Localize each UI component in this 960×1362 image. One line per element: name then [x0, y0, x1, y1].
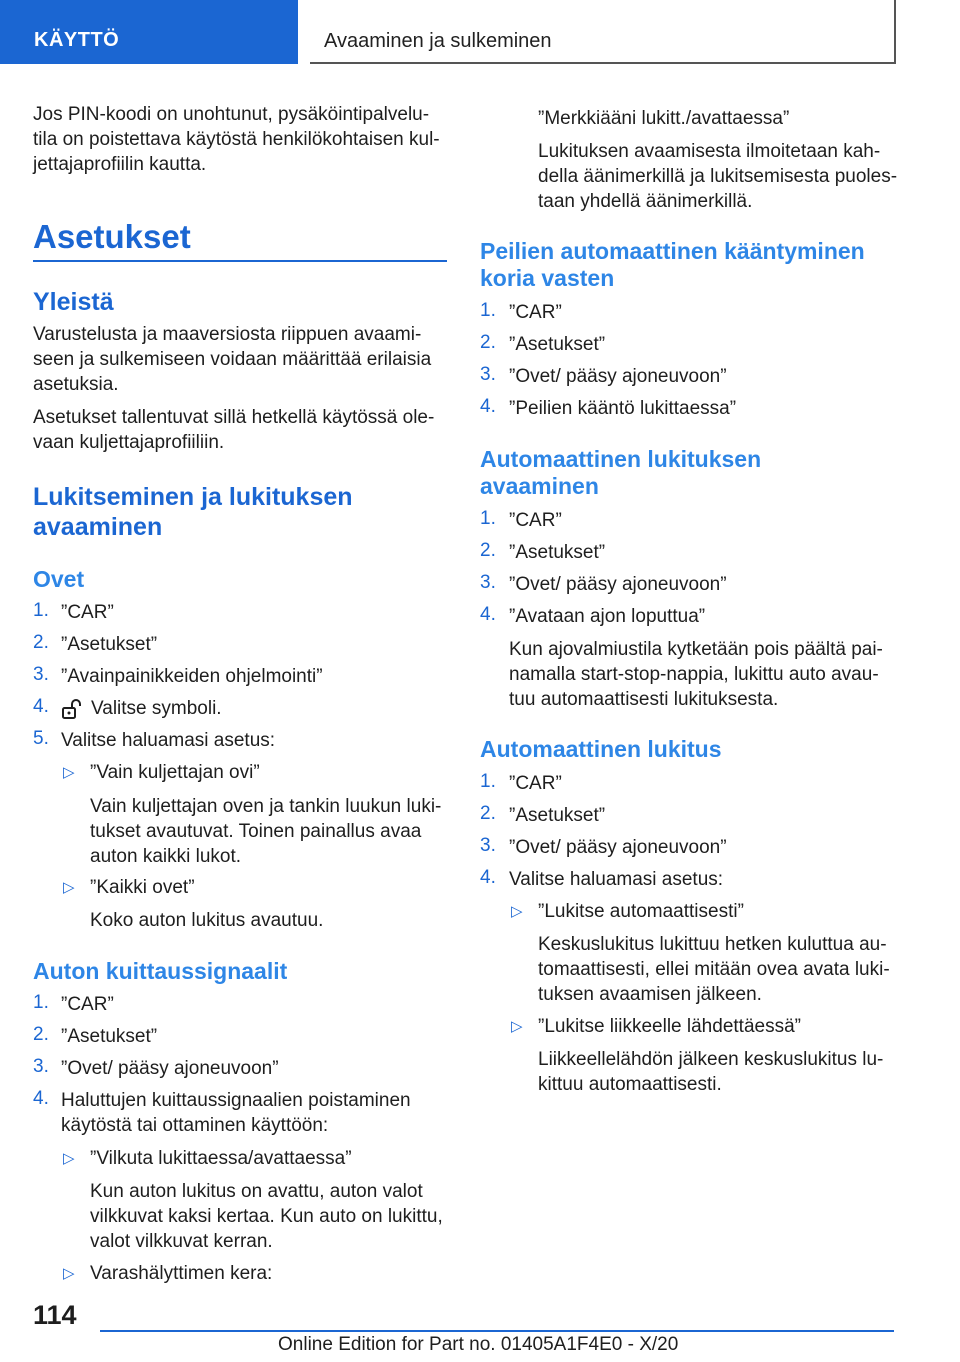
heading-ovet: Ovet: [33, 566, 85, 592]
list-number: 4.: [480, 867, 496, 888]
list-item: ”Asetukset”: [509, 542, 606, 563]
list-number: 1.: [33, 600, 49, 621]
list-item: ”Asetukset”: [509, 334, 606, 355]
list-item: ”CAR”: [509, 773, 562, 794]
sub-item-text: Vain kuljettajan oven ja tankin luukun luki-: [90, 796, 442, 817]
list-item: ”CAR”: [61, 602, 114, 623]
list-item-text: namalla start-stop-nappia, lukittu auto avau-: [509, 664, 879, 685]
sub-item-text: tomaattisesti, ellei mitään ovea avata luki-: [538, 959, 890, 980]
list-item: ”CAR”: [61, 994, 114, 1015]
sub-item-text: Lukituksen avaamisesta ilmoitetaan kah-: [538, 141, 881, 162]
list-item: ”CAR”: [509, 302, 562, 323]
sub-item-title: Varashälyttimen kera:: [90, 1263, 273, 1284]
heading-rule: [33, 260, 447, 262]
sub-item-title: ”Kaikki ovet”: [90, 877, 195, 898]
list-item: ”CAR”: [509, 510, 562, 531]
list-number: 2.: [33, 1024, 49, 1045]
list-number: 1.: [480, 771, 496, 792]
sub-item-title: ”Vilkuta lukittaessa/avattaessa”: [90, 1148, 352, 1169]
list-item: käytöstä tai ottaminen käyttöön:: [61, 1115, 329, 1136]
sub-item-text: tukset avautuvat. Toinen painallus avaa: [90, 821, 422, 842]
list-item: ”Ovet/ pääsy ajoneuvoon”: [61, 1058, 279, 1079]
page-number: 114: [33, 1300, 77, 1330]
footer-edition: Online Edition for Part no. 01405A1F4E0 - X/20: [278, 1334, 679, 1355]
list-item: ”Avainpainikkeiden ohjelmointi”: [61, 666, 323, 687]
list-number: 4.: [33, 696, 49, 717]
list-number: 3.: [480, 364, 496, 385]
section-tab: [0, 0, 298, 64]
heading-avaus: Automaattinen lukituksen: [480, 446, 762, 472]
sub-item-text: kittuu automaattisesti.: [538, 1074, 722, 1095]
sub-item-text: taan yhdellä äänimerkillä.: [538, 191, 753, 212]
sub-item-text: tuksen avaamisen jälkeen.: [538, 984, 762, 1005]
list-number: 4.: [480, 604, 496, 625]
footer-rule: [100, 1330, 894, 1332]
list-item: ”Ovet/ pääsy ajoneuvoon”: [509, 574, 727, 595]
list-item: Valitse symboli.: [91, 698, 222, 719]
list-item-text: tuu automaattisesti lukituksesta.: [509, 689, 779, 710]
list-item-text: Kun ajovalmiustila kytketään pois päältä pai-: [509, 639, 883, 660]
paragraph-line: Asetukset tallentuvat sillä hetkellä käytössä ole-: [33, 407, 435, 428]
section-label: KÄYTTÖ: [34, 29, 120, 51]
unlock-icon: [61, 698, 83, 725]
heading-yleista: Yleistä: [33, 288, 114, 316]
bullet-icon: ▷: [63, 1150, 75, 1167]
sub-item-text: Keskuslukitus lukittuu hetken kuluttua au-: [538, 934, 887, 955]
list-number: 3.: [33, 1056, 49, 1077]
list-item: ”Ovet/ pääsy ajoneuvoon”: [509, 837, 727, 858]
sub-item-text: Kun auton lukitus on avattu, auton valot: [90, 1181, 423, 1202]
list-number: 1.: [33, 992, 49, 1013]
list-number: 5.: [33, 728, 49, 749]
heading-kuittaussignaalit: Auton kuittaussignaalit: [33, 958, 288, 984]
bullet-icon: ▷: [511, 903, 523, 920]
section-heading-asetukset: Asetukset: [33, 218, 191, 255]
list-item: Valitse haluamasi asetus:: [61, 730, 276, 751]
intro-line: Jos PIN-koodi on unohtunut, pysäköintipalvelu-: [33, 104, 430, 125]
list-item: ”Asetukset”: [509, 805, 606, 826]
sub-item-text: auton kaikki lukot.: [90, 846, 242, 867]
sub-item-text: valot vilkkuvat kerran.: [90, 1231, 273, 1252]
bullet-icon: ▷: [511, 1018, 523, 1035]
sub-item-text: Liikkeellelähdön jälkeen keskuslukitus lu-: [538, 1049, 884, 1070]
list-item: Valitse haluamasi asetus:: [509, 869, 724, 890]
list-item: ”Ovet/ pääsy ajoneuvoon”: [509, 366, 727, 387]
list-number: 2.: [33, 632, 49, 653]
list-number: 2.: [480, 803, 496, 824]
bullet-icon: ▷: [63, 764, 75, 781]
sub-item-text: della äänimerkillä ja lukitsemisesta puoles-: [538, 166, 898, 187]
chapter-header: [310, 0, 896, 64]
sub-item-text: vilkkuvat kaksi kertaa. Kun auto on lukittu,: [90, 1206, 443, 1227]
heading-avaus: avaaminen: [480, 473, 599, 499]
intro-line: tila on poistettava käytöstä henkilökohtaisen kul-: [33, 129, 440, 150]
list-number: 2.: [480, 540, 496, 561]
list-number: 3.: [33, 664, 49, 685]
list-number: 3.: [480, 572, 496, 593]
list-number: 2.: [480, 332, 496, 353]
sub-item-title: ”Lukitse automaattisesti”: [538, 901, 744, 922]
list-item: ”Asetukset”: [61, 1026, 158, 1047]
list-number: 1.: [480, 300, 496, 321]
intro-line: jettajaprofiilin kautta.: [33, 154, 207, 175]
sub-item-title: ”Vain kuljettajan ovi”: [90, 762, 260, 783]
heading-lukitseminen: avaaminen: [33, 513, 163, 541]
paragraph-line: asetuksia.: [33, 374, 119, 395]
heading-lukitseminen: Lukitseminen ja lukituksen: [33, 483, 353, 511]
list-number: 1.: [480, 508, 496, 529]
list-item: ”Avataan ajon loputtua”: [509, 606, 706, 627]
paragraph-line: Varustelusta ja maaversiosta riippuen avaami-: [33, 324, 422, 345]
chapter-title: Avaaminen ja sulkeminen: [324, 30, 552, 52]
list-number: 4.: [480, 396, 496, 417]
paragraph-line: vaan kuljettajaprofiiliin.: [33, 432, 225, 453]
paragraph-line: seen ja sulkemiseen voidaan määrittää erilaisia: [33, 349, 432, 370]
sub-item-title: ”Lukitse liikkeelle lähdettäessä”: [538, 1016, 801, 1037]
list-item: ”Peilien kääntö lukittaessa”: [509, 398, 737, 419]
heading-lukitus: Automaattinen lukitus: [480, 736, 722, 762]
sub-item-text: Koko auton lukitus avautuu.: [90, 910, 324, 931]
list-number: 3.: [480, 835, 496, 856]
bullet-icon: ▷: [63, 879, 75, 896]
bullet-icon: ▷: [63, 1265, 75, 1282]
list-number: 4.: [33, 1088, 49, 1109]
heading-peilit: Peilien automaattinen kääntyminen: [480, 238, 865, 264]
list-item: ”Asetukset”: [61, 634, 158, 655]
list-item: Haluttujen kuittaussignaalien poistaminen: [61, 1090, 411, 1111]
heading-peilit: koria vasten: [480, 265, 615, 291]
sub-item-title: ”Merkkiääni lukitt./avattaessa”: [538, 108, 790, 129]
